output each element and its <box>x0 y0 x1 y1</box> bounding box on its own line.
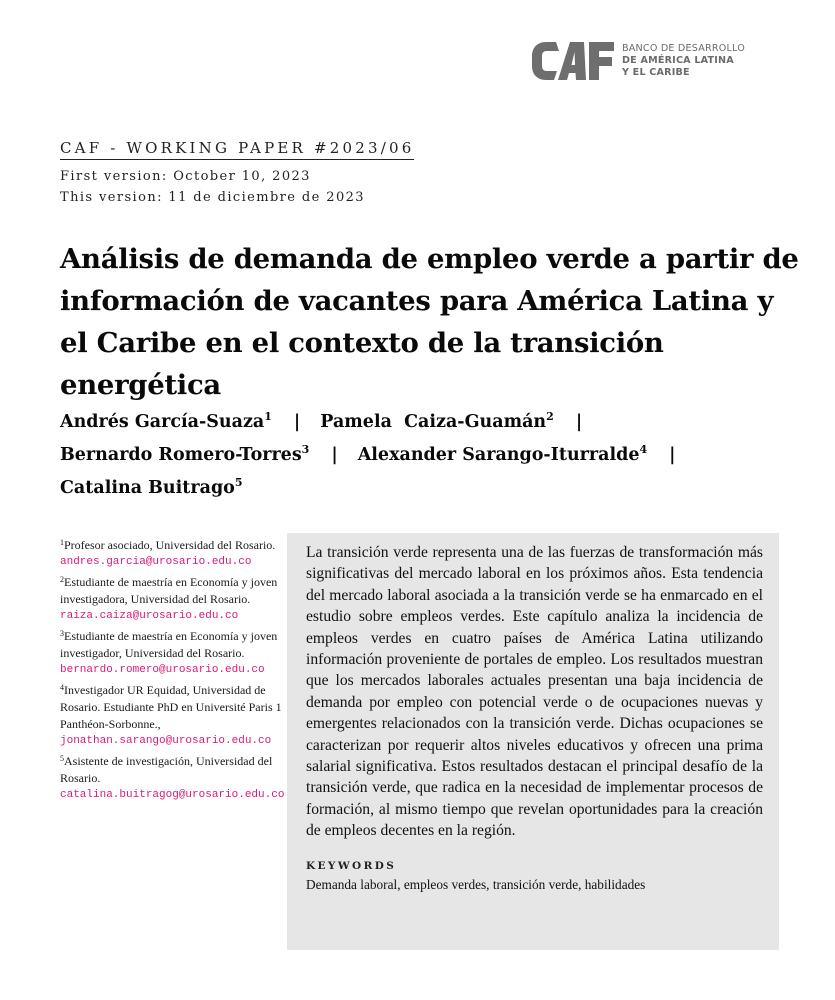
keywords-label: KEYWORDS <box>306 859 397 872</box>
author-name: Pamela Caiza-Guamán <box>320 412 547 432</box>
author-row-1 <box>60 406 800 439</box>
author-name: Alexander Sarango-Iturralde <box>357 445 640 465</box>
author-separator: | <box>575 412 583 432</box>
affiliation-text: Profesor asociado, Universidad del Rosario. <box>64 538 276 552</box>
author-email-link[interactable]: jonathan.sarango@urosario.edu.co <box>60 735 272 747</box>
author-email-link[interactable]: raiza.caiza@urosario.edu.co <box>60 610 239 622</box>
abstract-text: La transición verde representa una de las fuerzas de transformación más significativas del mercado laboral en los próximos años. Esta tendencia del mercado laboral asociada a la transición verde se ha enmarcado en el estudio sobre empleos verdes. Este capítulo analiza la incidencia de empleos verdes en cuatro países de América Latina utilizando información proveniente de portales de empleo. Los resultados muestran que los mercados laborales actuales presentan una baja incidencia de demanda por empleo con potencial verde o de ocupaciones nuevas y emergentes relacionados con la transición verde. Dichas ocupaciones se caracterizan por requerir altos niveles educativos y ofrecen una prima salarial significativa. Estos resultados destacan el principal desafío de la transición verde, que radica en la necesidad de implementar procesos de formación, al mismo tiempo que revelan oportunidades para la creación de empleos decentes en la región. <box>306 544 763 840</box>
author-email-link[interactable]: bernardo.romero@urosario.edu.co <box>60 664 265 676</box>
author-name: Bernardo Romero-Torres <box>60 445 302 465</box>
author-name: Andrés García-Suaza <box>60 412 265 432</box>
author-separator: | <box>669 445 676 465</box>
affiliation-5 <box>60 753 285 804</box>
author-footnote-mark: 4 <box>639 443 648 456</box>
author-row-3 <box>60 472 800 505</box>
affiliation-text: Estudiante de maestría en Economía y joven investigador, Universidad del Rosario. <box>60 629 278 660</box>
affiliation-mark: 4 <box>60 683 64 692</box>
affiliation-text: Estudiante de maestría en Economía y joven investigadora, Universidad del Rosario. <box>60 575 278 606</box>
affiliation-mark: 5 <box>60 754 64 763</box>
author-footnote-mark: 2 <box>546 410 554 423</box>
author-footnote-mark: 5 <box>234 476 243 489</box>
caf-logo <box>532 40 745 82</box>
affiliation-3 <box>60 628 285 679</box>
author-separator: | <box>331 445 338 465</box>
author-list <box>60 406 800 505</box>
caf-logo-mark-icon <box>532 42 614 80</box>
author-separator: | <box>293 412 301 432</box>
author-email-link[interactable]: catalina.buitragog@urosario.edu.co <box>60 789 285 801</box>
affiliation-text: Investigador UR Equidad, Universidad de Rosario. Estudiante PhD en Université Paris 1 Panthéon-Sorbonne., <box>60 683 282 731</box>
affiliation-text: Asistente de investigación, Universidad del Rosario. <box>60 754 273 785</box>
logo-wordmark <box>622 43 745 79</box>
author-footnote-mark: 3 <box>301 443 310 456</box>
working-paper-label: CAF - WORKING PAPER #2023/06 <box>60 139 414 160</box>
logo-line-1: BANCO DE DESARROLLO <box>622 43 745 54</box>
author-name: Catalina Buitrago <box>60 478 235 498</box>
author-row-2 <box>60 439 800 472</box>
author-email-link[interactable]: andres.garcia@urosario.edu.co <box>60 556 252 568</box>
affiliation-mark: 2 <box>60 575 64 584</box>
logo-line-3: Y EL CARIBE <box>622 67 690 78</box>
series-header <box>60 138 414 208</box>
logo-line-2: DE AMÉRICA LATINA <box>622 55 734 66</box>
this-version-date: This version: 11 de diciembre de 2023 <box>60 190 365 205</box>
author-footnote-mark: 1 <box>264 410 272 423</box>
affiliations <box>60 537 285 807</box>
first-version-date: First version: October 10, 2023 <box>60 169 311 184</box>
affiliation-2 <box>60 574 285 625</box>
affiliation-mark: 1 <box>60 538 64 547</box>
affiliation-1 <box>60 537 285 571</box>
affiliation-mark: 3 <box>60 629 64 638</box>
keywords-list: Demanda laboral, empleos verdes, transición verde, habilidades <box>306 876 646 892</box>
paper-title: Análisis de demanda de empleo verde a partir de información de vacantes para América Latina y el Caribe en el contexto de la transición energética <box>60 243 799 401</box>
abstract-box <box>287 533 779 950</box>
affiliation-4 <box>60 682 285 750</box>
